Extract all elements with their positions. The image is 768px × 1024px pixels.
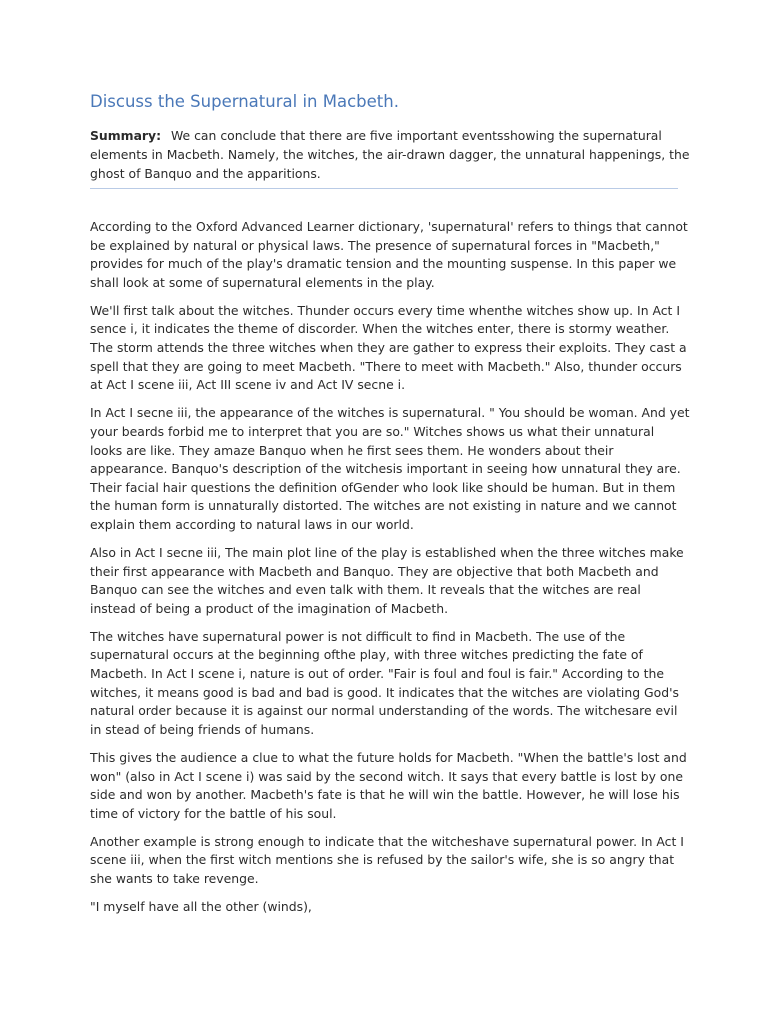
body-paragraph: The witches have supernatural power is not difficult to find in Macbeth. The use of the supernatural occurs at the beginning ofthe play, with three witches predicting the fate of Macbeth. In Act I scene i, nature is out of order. "Fair is foul and foul is fair." According to the witches, it means good is bad and bad is good. It indicates that the witches are violating God's natural order because it is against our normal understanding of the words. The witchesare evil in stead of being friends of humans. — [90, 628, 679, 737]
body-paragraph: Another example is strong enough to indicate that the witcheshave supernatural power. In Act I scene iii, when the first witch mentions she is refused by the sailor's wife, she is so angry that she wants to take revenge. — [90, 833, 684, 886]
body-paragraph: This gives the audience a clue to what the future holds for Macbeth. "When the battle's lost and won" (also in Act I scene i) was said by the second witch. It says that every battle is lost by one side and won by another. Macbeth's fate is that he will win the battle. However, he will lose his time of victory for the battle of his soul. — [90, 749, 687, 821]
summary-text: We can conclude that there are five important eventsshowing the supernatural elements in Macbeth. Namely, the witches, the air-drawn dagger, the unnatural happenings, the ghost of Banquo and the apparitions. — [90, 128, 690, 181]
document-title: Discuss the Supernatural in Macbeth. — [90, 92, 399, 111]
body-paragraph: "I myself have all the other (winds), — [90, 899, 312, 915]
summary — [90, 126, 690, 183]
summary-label: Summary: — [90, 128, 162, 143]
body-paragraph: In Act I secne iii, the appearance of the witches is supernatural. " You should be woman. And yet your beards forbid me to interpret that you are so." Witches shows us what their unnatural looks are like. They amaze Banquo when he first sees them. He wonders about their appearance. Banquo's description of the witchesis important in seeing how unnatural they are. Their facial hair questions the definition ofGender who look like should be human. But in them the human form is unnaturally distorted. The witches are not existing in nature and we cannot explain them according to natural laws in our world. — [90, 405, 690, 532]
body-paragraph: According to the Oxford Advanced Learner dictionary, 'supernatural' refers to things that cannot be explained by natural or physical laws. The presence of supernatural forces in "Macbeth," provides for much of the play's dramatic tension and the mounting suspense. In this paper we shall look at some of supernatural elements in the play. — [90, 219, 688, 290]
document-body — [90, 218, 690, 926]
body-paragraph: Also in Act I secne iii, The main plot line of the play is established when the three witches make their first appearance with Macbeth and Banquo. They are objective that both Macbeth and Banquo can see the witches and even talk with them. It reveals that the witches are real instead of being a product of the imagination of Macbeth. — [90, 545, 684, 616]
body-paragraph: We'll first talk about the witches. Thunder occurs every time whenthe witches show up. In Act I sence i, it indicates the theme of discorder. When the witches enter, there is stormy weather. The storm attends the three witches when they are gather to express their exploits. They cast a spell that they are going to meet Macbeth. "There to meet with Macbeth." Also, thunder occurs at Act I scene iii, Act III scene iv and Act IV secne i. — [90, 302, 687, 393]
summary-divider — [90, 188, 678, 189]
